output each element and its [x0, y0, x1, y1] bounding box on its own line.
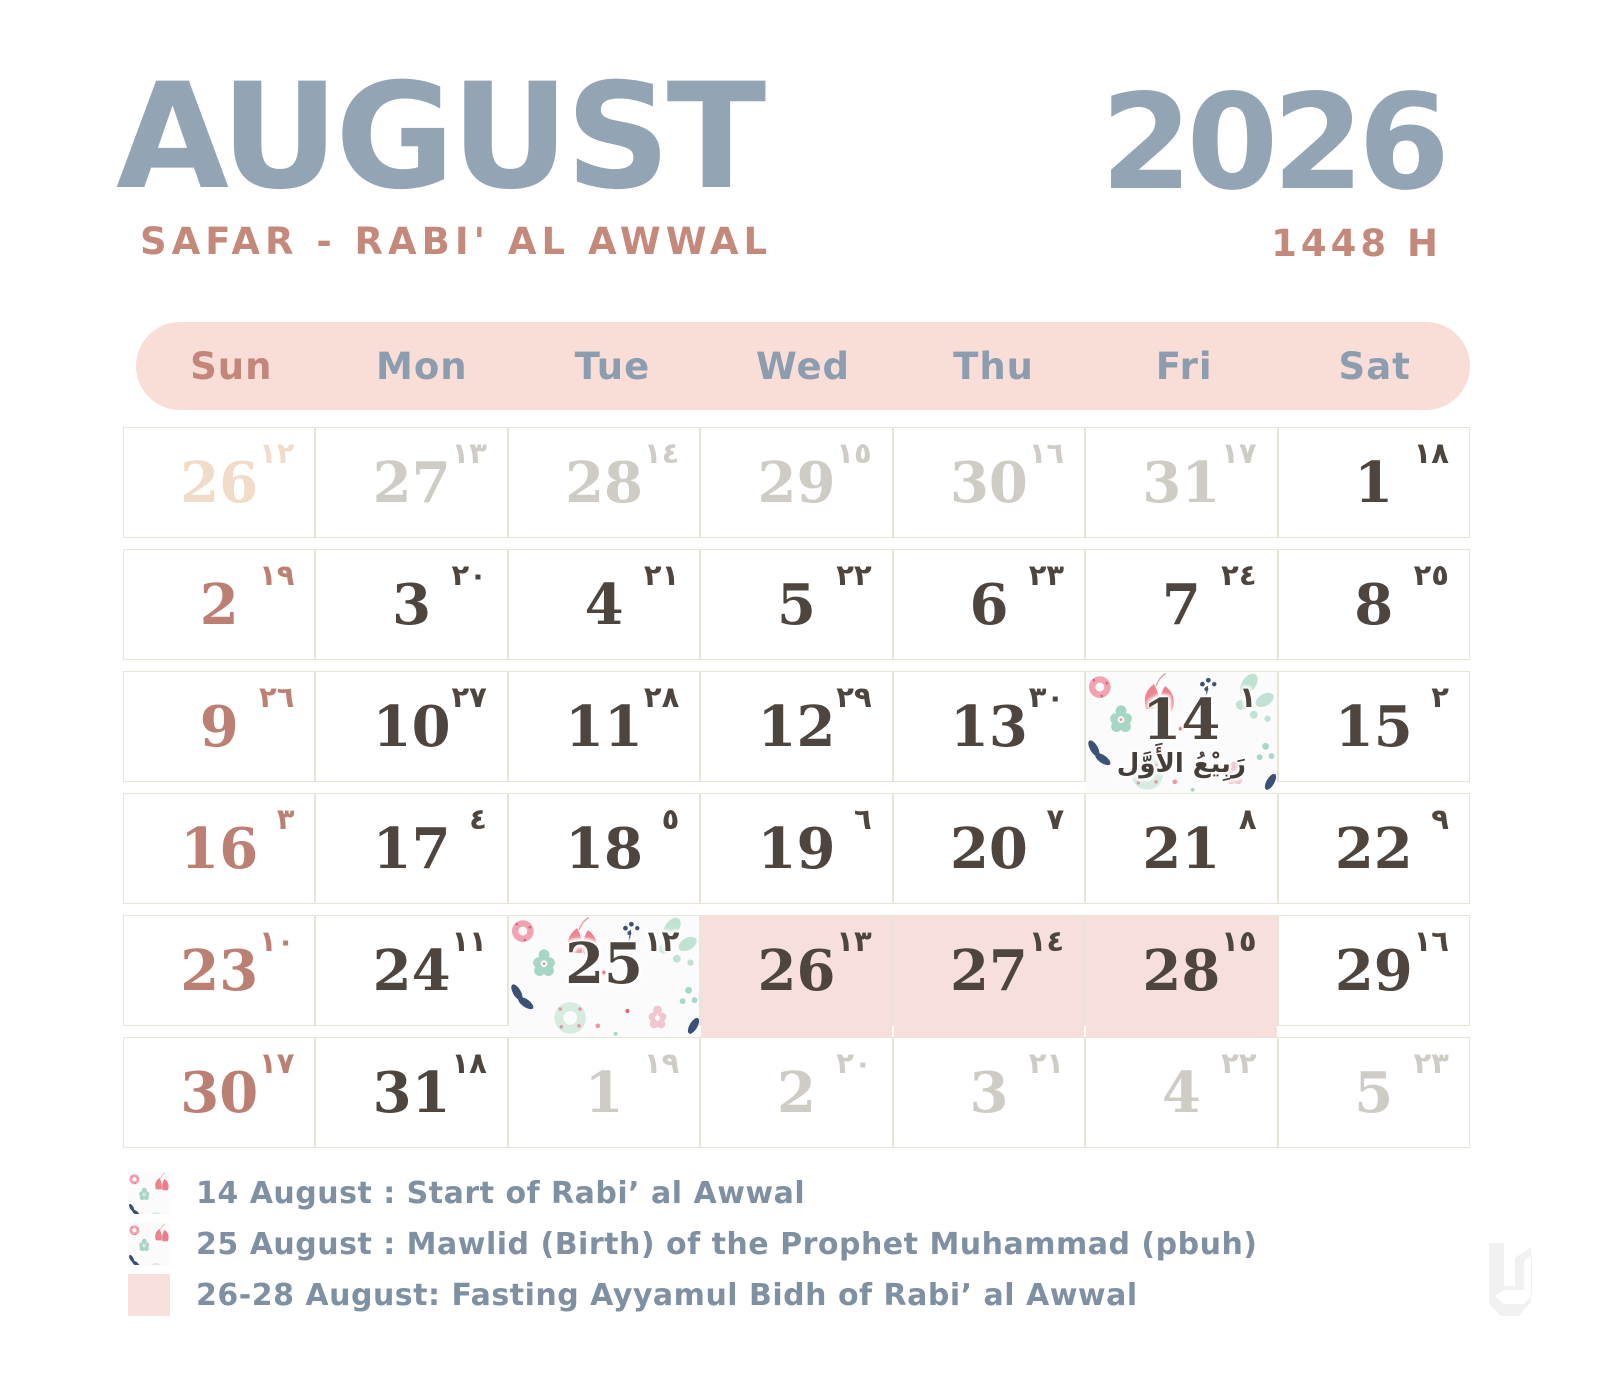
hijri-day-number: ١٨ — [451, 1046, 487, 1080]
calendar-cell-aug-6 — [893, 549, 1085, 660]
calendar-cell-aug-3 — [315, 549, 507, 660]
hijri-day-number: ٢٨ — [643, 680, 680, 714]
gregorian-day-number: 9 — [199, 693, 239, 760]
hijri-day-number: ١٩ — [643, 1046, 680, 1080]
calendar-cell-jul-27 — [315, 427, 507, 538]
gregorian-day-number: 17 — [372, 815, 451, 882]
gregorian-day-number: 28 — [1142, 937, 1221, 1004]
calendar-cell-aug-10 — [315, 671, 507, 782]
weekday-label-mon: Mon — [376, 344, 468, 388]
hijri-day-number: ٢٣ — [1028, 558, 1065, 592]
hijri-month-name-arabic: رَبِيْعُ الأَوَّل — [1116, 749, 1246, 779]
weekday-label-wed: Wed — [755, 344, 851, 388]
calendar-cell-aug-18 — [508, 793, 700, 904]
calendar-cell-aug-13 — [893, 671, 1085, 782]
hijri-day-number: ١٥ — [1221, 924, 1257, 958]
calendar-cell-aug-4 — [508, 549, 700, 660]
calendar-cell-sep-3 — [893, 1037, 1085, 1148]
calendar-cell-aug-30 — [123, 1037, 315, 1148]
hijri-day-number: ٢٥ — [1413, 558, 1449, 592]
hijri-day-number: ٢٠ — [836, 1046, 872, 1080]
gregorian-day-number: 23 — [180, 937, 259, 1004]
hijri-day-number: ٥ — [661, 802, 680, 836]
calendar-cell-sep-4 — [1085, 1037, 1277, 1148]
gregorian-day-number: 5 — [1354, 1059, 1394, 1126]
calendar-cell-aug-12 — [700, 671, 892, 782]
gregorian-day-number: 7 — [1161, 571, 1201, 638]
calendar-cell-aug-14 — [1085, 671, 1277, 782]
calendar-cell-aug-9 — [123, 671, 315, 782]
gregorian-day-number: 30 — [949, 449, 1028, 516]
weekday-label-thu: Thu — [953, 344, 1035, 388]
gregorian-day-number: 27 — [949, 937, 1028, 1004]
legend-label: 25 August : Mawlid (Birth) of the Prophet Muhammad (pbuh) — [196, 1226, 1258, 1262]
hijri-day-number: ١٣ — [836, 924, 872, 958]
gregorian-day-number: 10 — [372, 693, 451, 760]
hijri-day-number: ٣٠ — [1028, 680, 1065, 714]
gregorian-day-number: 19 — [757, 815, 836, 882]
hijri-day-number: ١١ — [451, 924, 487, 958]
legend-swatch-floral — [128, 1223, 170, 1265]
calendar-cell-aug-16 — [123, 793, 315, 904]
calendar-cell-aug-27 — [893, 915, 1085, 1026]
hijri-day-number: ١٣ — [451, 436, 487, 470]
calendar-cell-aug-15 — [1278, 671, 1470, 782]
gregorian-day-number: 14 — [1142, 686, 1221, 753]
hijri-year-label: 1448 H — [1271, 222, 1442, 265]
hijri-day-number: ١٨ — [1413, 436, 1449, 470]
hijri-day-number: ١٢ — [643, 924, 680, 958]
month-title: AUGUST — [116, 52, 763, 222]
hijri-day-number: ١٩ — [259, 558, 295, 592]
gregorian-day-number: 15 — [1334, 693, 1413, 760]
hijri-day-number: ١٧ — [1221, 436, 1257, 470]
calendar-cell-aug-17 — [315, 793, 507, 904]
calendar-cell-aug-26 — [700, 915, 892, 1026]
calendar-cell-aug-19 — [700, 793, 892, 904]
hijri-day-number: ٢٠ — [451, 558, 487, 592]
hijri-day-number: ٢١ — [1028, 1046, 1065, 1080]
weekday-label-tue: Tue — [574, 344, 651, 388]
weekday-header-bar — [136, 322, 1470, 410]
calendar-grid — [123, 427, 1470, 1148]
calendar-cell-jul-31 — [1085, 427, 1277, 538]
gregorian-day-number: 1 — [584, 1059, 624, 1126]
gregorian-day-number: 1 — [1354, 449, 1394, 516]
gregorian-day-number: 27 — [372, 449, 451, 516]
hijri-day-number: ٢٧ — [451, 680, 487, 714]
legend-swatch-pink — [128, 1274, 170, 1316]
year-title: 2026 — [1100, 66, 1444, 220]
calendar-cell-aug-20 — [893, 793, 1085, 904]
hijri-day-number: ٢ — [1431, 680, 1449, 714]
gregorian-day-number: 20 — [949, 815, 1028, 882]
hijri-day-number: ١٥ — [836, 436, 872, 470]
hijri-day-number: ١٢ — [259, 436, 295, 470]
gregorian-day-number: 16 — [180, 815, 259, 882]
hijri-day-number: ٢٢ — [1221, 1046, 1257, 1080]
calendar-cell-aug-7 — [1085, 549, 1277, 660]
gregorian-day-number: 6 — [969, 571, 1009, 638]
legend-row-3 — [128, 1274, 1258, 1316]
legend — [128, 1172, 1258, 1325]
gregorian-day-number: 21 — [1142, 815, 1221, 882]
gregorian-day-number: 12 — [757, 693, 836, 760]
hijri-day-number: ٤ — [469, 802, 487, 836]
gregorian-day-number: 3 — [392, 571, 432, 638]
legend-label: 14 August : Start of Rabi’ al Awwal — [196, 1175, 806, 1211]
legend-row-1 — [128, 1172, 1258, 1214]
calendar-cell-aug-5 — [700, 549, 892, 660]
calendar-cell-jul-26 — [123, 427, 315, 538]
calendar-cell-aug-28 — [1085, 915, 1277, 1026]
gregorian-day-number: 31 — [1142, 449, 1221, 516]
calendar-cell-aug-2 — [123, 549, 315, 660]
hijri-day-number: ٢٣ — [1413, 1046, 1449, 1080]
weekday-label-sun: Sun — [190, 344, 273, 388]
calendar-cell-aug-8 — [1278, 549, 1470, 660]
hijri-day-number: ١ — [1238, 680, 1257, 714]
gregorian-day-number: 26 — [757, 937, 836, 1004]
calendar-cell-aug-31 — [315, 1037, 507, 1148]
calendar-cell-jul-30 — [893, 427, 1085, 538]
calendar-cell-aug-1 — [1278, 427, 1470, 538]
hijri-day-number: ٦ — [854, 802, 872, 836]
calendar-cell-sep-5 — [1278, 1037, 1470, 1148]
hijri-day-number: ١٧ — [259, 1046, 295, 1080]
gregorian-day-number: 4 — [584, 571, 624, 638]
gregorian-day-number: 29 — [757, 449, 836, 516]
gregorian-day-number: 2 — [199, 571, 239, 638]
hijri-day-number: ١٦ — [1028, 436, 1065, 470]
gregorian-day-number: 8 — [1354, 571, 1394, 638]
hijri-day-number: ٢٢ — [836, 558, 872, 592]
calendar-cell-sep-1 — [508, 1037, 700, 1148]
calendar-cell-aug-24 — [315, 915, 507, 1026]
hijri-day-number: ٩ — [1431, 802, 1449, 836]
calendar-cell-aug-25 — [508, 915, 700, 1026]
hijri-day-number: ١٦ — [1413, 924, 1449, 958]
gregorian-day-number: 25 — [565, 930, 644, 997]
legend-row-2 — [128, 1223, 1258, 1265]
calendar-cell-sep-2 — [700, 1037, 892, 1148]
hijri-day-number: ٣ — [276, 802, 295, 836]
weekday-label-fri: Fri — [1155, 344, 1213, 388]
hijri-day-number: ٢٩ — [836, 680, 872, 714]
hijri-day-number: ٧ — [1046, 802, 1065, 836]
hijri-day-number: ٢٦ — [259, 680, 295, 714]
gregorian-day-number: 24 — [372, 937, 451, 1004]
weekday-label-sat: Sat — [1338, 344, 1411, 388]
calendar-cell-aug-29 — [1278, 915, 1470, 1026]
gregorian-day-number: 28 — [565, 449, 644, 516]
calendar-cell-jul-28 — [508, 427, 700, 538]
gregorian-day-number: 5 — [777, 571, 816, 638]
calendar-cell-aug-22 — [1278, 793, 1470, 904]
gregorian-day-number: 2 — [777, 1059, 816, 1126]
gregorian-day-number: 26 — [180, 449, 259, 516]
calendar-cell-aug-21 — [1085, 793, 1277, 904]
legend-label: 26-28 August: Fasting Ayyamul Bidh of Rabi’ al Awwal — [196, 1277, 1138, 1313]
logo-watermark — [1487, 1243, 1541, 1319]
calendar-cell-aug-23 — [123, 915, 315, 1026]
hijri-day-number: ١٤ — [643, 436, 680, 470]
hijri-day-number: ٢٤ — [1221, 558, 1257, 592]
gregorian-day-number: 22 — [1334, 815, 1413, 882]
gregorian-day-number: 30 — [180, 1059, 259, 1126]
hijri-day-number: ١٠ — [259, 924, 295, 958]
calendar-cell-aug-11 — [508, 671, 700, 782]
gregorian-day-number: 11 — [565, 693, 644, 760]
gregorian-day-number: 4 — [1161, 1059, 1201, 1126]
gregorian-day-number: 3 — [969, 1059, 1009, 1126]
hijri-months-subtitle: SAFAR - RABI' AL AWWAL — [140, 220, 773, 263]
gregorian-day-number: 29 — [1334, 937, 1413, 1004]
calendar-cell-jul-29 — [700, 427, 892, 538]
hijri-day-number: ١٤ — [1028, 924, 1065, 958]
legend-swatch-floral — [128, 1172, 170, 1214]
gregorian-day-number: 18 — [565, 815, 644, 882]
gregorian-day-number: 13 — [949, 693, 1028, 760]
gregorian-day-number: 31 — [372, 1059, 451, 1126]
hijri-day-number: ٨ — [1238, 802, 1257, 836]
hijri-day-number: ٢١ — [643, 558, 680, 592]
